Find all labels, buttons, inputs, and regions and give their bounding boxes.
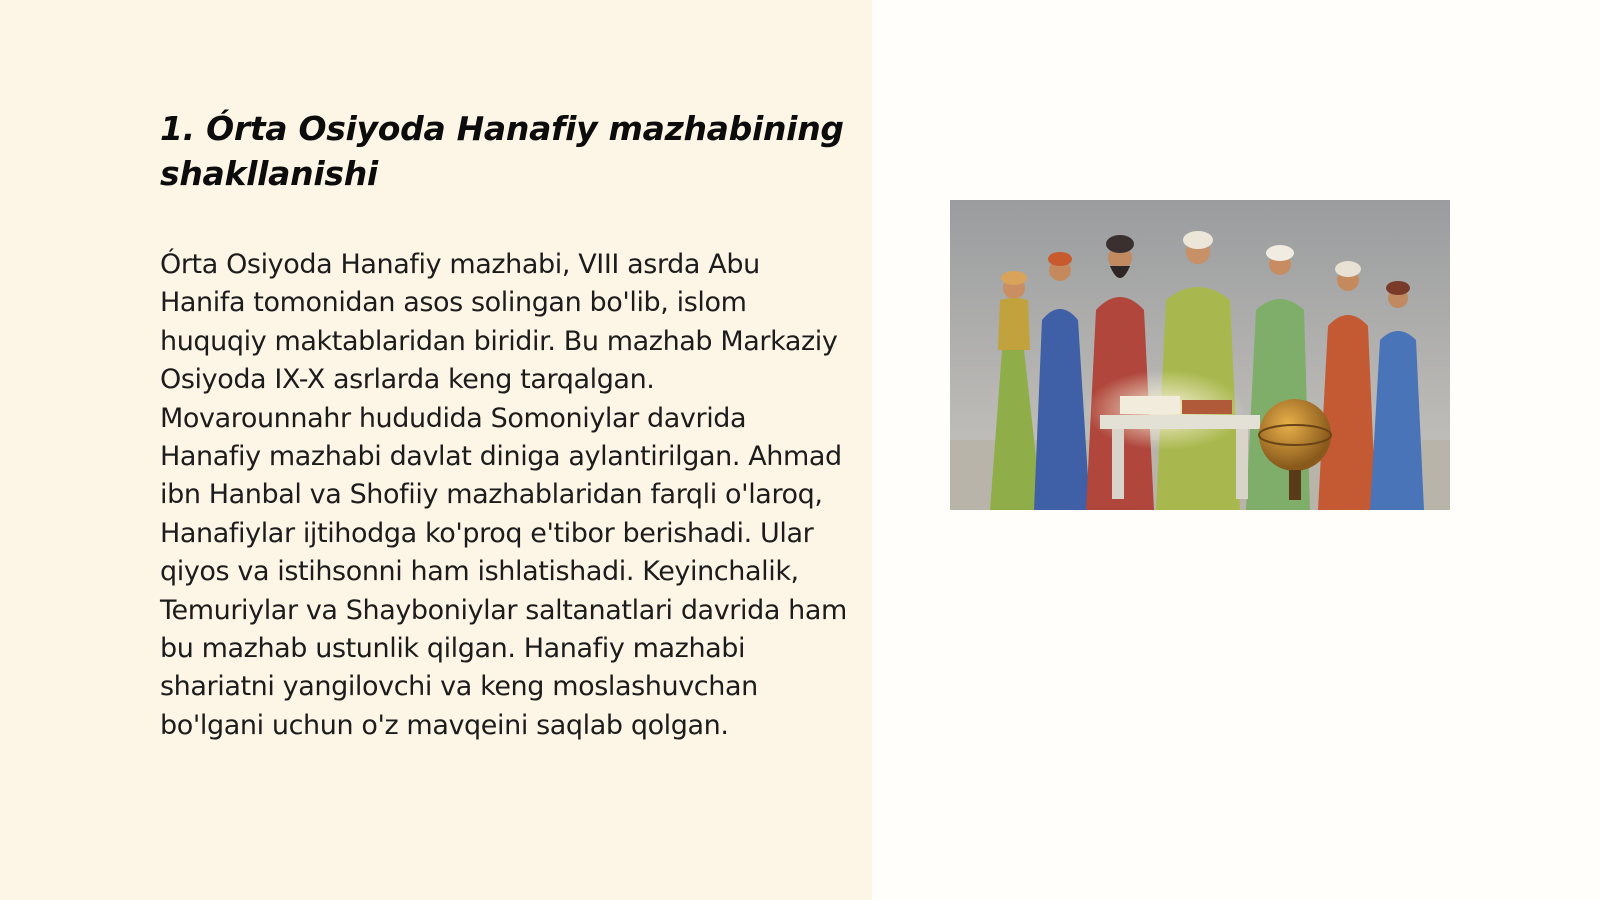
slide-body-text: Órta Osiyoda Hanafiy mazhabi, VIII asrda Abu Hanifa tomonidan asos solingan bo'lib, islom huquqiy maktablaridan biridir. Bu mazhab Markaziy Osiyoda IX-X asrlarda keng tarqalgan. Movarounnahr hududida Somoniylar davrida Hanafiy mazhabi davlat diniga aylantirilgan. Ahmad ibn Hanbal va Shofiiy mazhablaridan farqli o'laroq, Hanafiylar ijtihodga ko'proq e'tibor berishadi. Ular qiyos va istihsonni ham ishlatishadi. Keyinchalik, Temuriylar va Shayboniylar saltanatlari davrida ham bu mazhab ustunlik qilgan. Hanafiy mazhabi shariatni yangilovchi va keng moslashuvchan bo'lgani uchun o'z mavqeini saqlab qolgan. [160,249,847,741]
scholars-painting [950,200,1450,510]
scholars-painting-illustration [950,200,1450,510]
slide-title: 1. Órta Osiyoda Hanafiy mazhabining shakllanishi [160,109,844,193]
